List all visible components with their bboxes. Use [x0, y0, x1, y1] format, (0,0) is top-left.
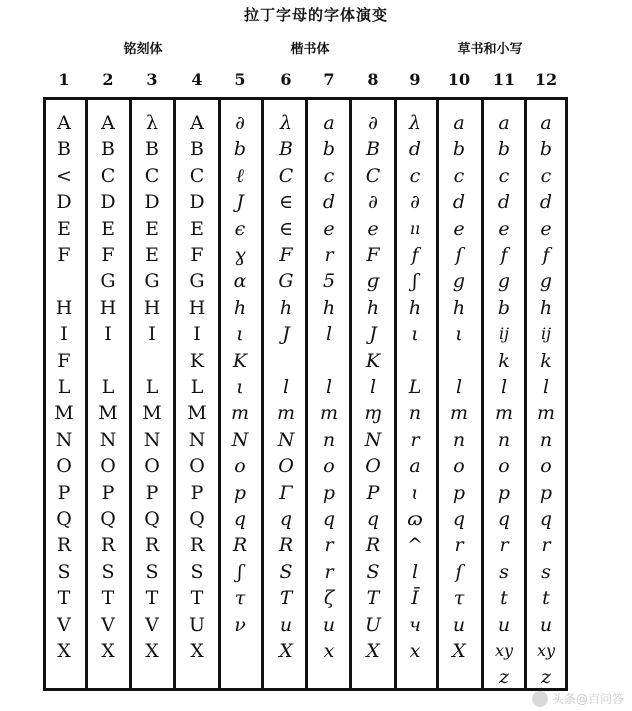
letter-cell: S: [366, 560, 380, 583]
letter-cell: l: [542, 376, 550, 398]
column-divider: [349, 97, 352, 691]
letter-cell: T: [366, 587, 380, 610]
letter-cell: C: [100, 164, 116, 187]
letter-cell: O: [189, 455, 205, 478]
column-number: 6: [280, 70, 292, 89]
letter-cell: K: [365, 349, 381, 372]
letter-cell: b: [452, 138, 466, 161]
letter-cell: r: [324, 560, 334, 583]
letter-cell: c: [453, 164, 465, 187]
letter-cell: u: [322, 613, 336, 636]
letter-cell: X: [452, 640, 466, 662]
letter-cell: N: [277, 428, 295, 451]
letter-cell: ι: [236, 323, 244, 346]
letter-cell: n: [497, 428, 511, 451]
letter-cell: S: [190, 560, 204, 583]
letter-cell: c: [409, 164, 421, 187]
letter-cell: o: [540, 455, 552, 478]
letter-cell: N: [55, 428, 73, 451]
letter-cell: H: [143, 296, 161, 319]
letter-cell: h: [322, 296, 336, 319]
letter-cell: p: [233, 481, 247, 504]
letter-cell: q: [539, 508, 553, 530]
letter-cell: ч: [409, 613, 421, 636]
letter-cell: ij: [498, 324, 510, 344]
letter-cell: r: [324, 534, 334, 557]
letter-cell: ſ: [455, 560, 463, 583]
letter-cell: P: [366, 481, 380, 504]
letter-cell: E: [145, 217, 159, 240]
letter-cell: q: [233, 508, 247, 530]
letter-cell: o: [234, 455, 246, 478]
letter-cell: s: [541, 560, 551, 583]
letter-cell: k: [540, 349, 552, 372]
letter-cell: I: [104, 323, 112, 346]
letter-cell: C: [189, 164, 205, 187]
letter-cell: u: [279, 613, 293, 636]
watermark: [532, 690, 624, 707]
letter-cell: O: [100, 455, 116, 478]
letter-cell: L: [190, 376, 204, 398]
letter-cell: e: [453, 217, 465, 240]
letter-cell: 5: [322, 270, 336, 293]
letter-cell: H: [99, 296, 117, 319]
letter-cell: Ƭ: [279, 587, 293, 610]
letter-cell: Q: [144, 508, 160, 530]
letter-cell: ∂: [368, 112, 378, 134]
column-divider: [173, 97, 176, 691]
letter-cell: O: [56, 455, 72, 478]
letter-cell: o: [453, 455, 465, 478]
letter-cell: r: [541, 534, 551, 557]
letter-cell: A: [101, 112, 115, 134]
letter-cell: O: [278, 455, 294, 478]
letter-cell: l: [411, 560, 419, 583]
letter-cell: B: [57, 138, 71, 161]
letter-cell: l: [455, 376, 463, 398]
letter-cell: X: [101, 640, 115, 662]
letter-cell: V: [145, 613, 159, 636]
letter-cell: K: [189, 349, 205, 372]
letter-cell: J: [369, 323, 377, 346]
letter-cell: M: [142, 402, 162, 425]
letter-cell: D: [144, 191, 160, 214]
letter-cell: m: [276, 402, 296, 425]
letter-cell: <: [56, 164, 72, 187]
letter-cell: ∂: [410, 191, 420, 214]
letter-cell: n: [539, 428, 553, 451]
letter-cell: M: [98, 402, 118, 425]
letter-cell: T: [57, 587, 71, 610]
letter-cell: ι: [236, 376, 244, 398]
letter-cell: c: [540, 164, 552, 187]
letter-cell: m: [536, 402, 556, 425]
letter-cell: N: [188, 428, 206, 451]
letter-cell: s: [499, 560, 509, 583]
letter-cell: f: [411, 244, 419, 266]
letter-cell: τ: [453, 587, 465, 610]
column-divider: [261, 97, 264, 691]
letter-cell: U: [188, 613, 205, 636]
letter-cell: r: [454, 534, 464, 557]
letter-cell: q: [279, 508, 293, 530]
letter-cell: D: [100, 191, 116, 214]
letter-cell: k: [498, 349, 510, 372]
letter-cell: x: [323, 640, 335, 662]
letter-cell: xy: [536, 641, 556, 660]
letter-cell: Q: [56, 508, 72, 530]
letter-cell: G: [144, 270, 160, 293]
letter-cell: d: [408, 138, 422, 161]
letter-cell: b: [322, 138, 336, 161]
column-number: 5: [234, 70, 246, 89]
letter-cell: b: [497, 138, 511, 161]
letter-cell: g: [539, 270, 553, 293]
letter-cell: h: [539, 296, 553, 319]
letter-cell: R: [232, 534, 248, 557]
letter-cell: l: [325, 376, 333, 398]
letter-cell: ∂: [368, 191, 378, 214]
letter-cell: ζ: [323, 587, 335, 610]
letter-cell: P: [145, 481, 159, 504]
letter-cell: S: [57, 560, 71, 583]
letter-cell: A: [57, 112, 71, 134]
letter-cell: I: [60, 323, 68, 346]
letter-cell: R: [365, 534, 381, 557]
letter-cell: D: [56, 191, 72, 214]
letter-cell: f: [542, 244, 550, 266]
letter-cell: I: [193, 323, 201, 346]
letter-cell: a: [453, 112, 465, 134]
letter-cell: Γ: [279, 481, 293, 504]
letter-cell: M: [187, 402, 207, 425]
letter-cell: p: [497, 481, 511, 504]
letter-cell: q: [366, 508, 380, 530]
letter-cell: P: [101, 481, 115, 504]
column-number: 10: [447, 70, 471, 89]
letter-cell: xy: [494, 641, 514, 660]
letter-cell: G: [100, 270, 116, 293]
letter-cell: B: [190, 138, 204, 161]
letter-cell: e: [540, 217, 552, 240]
letter-cell: D: [189, 191, 205, 214]
letter-cell: ∈: [278, 217, 294, 240]
letter-cell: h: [233, 296, 247, 319]
letter-cell: S: [279, 560, 293, 583]
letter-cell: R: [144, 534, 160, 557]
letter-cell: t: [542, 587, 550, 610]
letter-cell: ɣ: [234, 244, 246, 266]
letter-cell: O: [144, 455, 160, 478]
letter-cell: f: [500, 244, 508, 266]
letter-cell: T: [190, 587, 204, 610]
column-number: 12: [534, 70, 558, 89]
letter-cell: d: [539, 191, 553, 214]
letter-cell: Q: [189, 508, 205, 530]
letter-cell: F: [57, 244, 71, 266]
letter-cell: X: [366, 640, 380, 662]
letter-cell: m: [230, 402, 250, 425]
letter-cell: ij: [540, 324, 552, 344]
page-title: 拉丁字母的字体演变: [243, 6, 388, 24]
letter-cell: t: [500, 587, 508, 610]
letter-cell: r: [324, 244, 334, 266]
letter-cell: n: [408, 402, 422, 425]
letter-cell: c: [323, 164, 335, 187]
letter-cell: N: [364, 428, 382, 451]
letter-cell: X: [190, 640, 204, 662]
letter-cell: G: [278, 270, 294, 293]
group-label-regular: 楷书体: [290, 42, 330, 57]
letter-cell: B: [101, 138, 115, 161]
letter-cell: E: [101, 217, 115, 240]
letter-cell: N: [143, 428, 161, 451]
watermark-logo-icon: [532, 691, 548, 707]
letter-cell: J: [236, 191, 244, 214]
letter-cell: ν: [234, 613, 246, 636]
letter-cell: L: [101, 376, 115, 398]
letter-cell: F: [101, 244, 115, 266]
letter-cell: m: [449, 402, 469, 425]
watermark-text: 头条@百问答: [551, 692, 624, 706]
letter-cell: E: [145, 244, 159, 266]
letter-cell: l: [325, 323, 333, 346]
letter-cell: J: [282, 323, 290, 346]
letter-cell: ɡ: [366, 270, 380, 293]
column-number: 4: [191, 70, 203, 89]
letter-cell: R: [56, 534, 72, 557]
letter-cell: N: [231, 428, 249, 451]
letter-cell: h: [452, 296, 466, 319]
letter-cell: z: [540, 666, 551, 689]
letter-cell: a: [540, 112, 552, 134]
letter-cell: ∂: [235, 112, 245, 134]
letter-cell: C: [278, 164, 294, 187]
column-number: 2: [102, 70, 114, 89]
letter-cell: a: [323, 112, 335, 134]
letter-cell: I: [148, 323, 156, 346]
letter-cell: R: [189, 534, 205, 557]
letter-cell: X: [145, 640, 159, 662]
letter-cell: P: [57, 481, 71, 504]
column-number: 3: [146, 70, 158, 89]
letter-cell: ℓ: [236, 164, 244, 187]
letter-cell: F: [190, 244, 204, 266]
letter-cell: g: [452, 270, 466, 293]
letter-cell: g: [497, 270, 511, 293]
letter-cell: d: [322, 191, 336, 214]
letter-cell: p: [452, 481, 466, 504]
letter-cell: S: [145, 560, 159, 583]
letter-cell: L: [57, 376, 71, 398]
letter-cell: o: [323, 455, 335, 478]
group-label-cursive: 草书和小写: [457, 42, 523, 57]
column-number: 1: [58, 70, 70, 89]
letter-cell: b: [233, 138, 247, 161]
column-number: 8: [367, 70, 379, 89]
letter-cell: e: [367, 217, 379, 240]
letter-cell: e: [323, 217, 335, 240]
letter-cell: C: [365, 164, 381, 187]
letter-cell: ɷ: [407, 508, 423, 530]
letter-cell: ʃ: [412, 270, 418, 293]
letter-cell: R: [278, 534, 294, 557]
letter-cell: u: [539, 613, 553, 636]
letter-cell: Ī: [411, 587, 419, 610]
letter-cell: d: [497, 191, 511, 214]
letter-cell: d: [452, 191, 466, 214]
letter-cell: C: [144, 164, 160, 187]
letter-cell: q: [452, 508, 466, 530]
letter-cell: b: [539, 138, 553, 161]
letter-cell: F: [366, 244, 380, 266]
letter-cell: U: [364, 613, 381, 636]
letter-cell: p: [322, 481, 336, 504]
letter-cell: o: [498, 455, 510, 478]
letter-cell: F: [279, 244, 293, 266]
letter-cell: V: [101, 613, 115, 636]
letter-cell: l: [369, 376, 377, 398]
letter-cell: ϵ: [234, 217, 246, 240]
letter-cell: S: [101, 560, 115, 583]
letter-cell: m: [319, 402, 339, 425]
letter-cell: c: [498, 164, 510, 187]
letter-cell: L: [145, 376, 159, 398]
letter-cell: l: [282, 376, 290, 398]
letter-cell: u: [497, 613, 511, 636]
letter-cell: q: [497, 508, 511, 530]
letter-cell: r: [410, 428, 420, 451]
letter-cell: B: [279, 138, 293, 161]
letter-cell: ʃ: [237, 560, 243, 583]
letter-cell: q: [322, 508, 336, 530]
letter-cell: n: [452, 428, 466, 451]
letter-cell: B: [366, 138, 380, 161]
letter-cell: P: [190, 481, 204, 504]
letter-cell: p: [539, 481, 553, 504]
letter-cell: a: [498, 112, 510, 134]
letter-cell: K: [232, 349, 248, 372]
group-label-inscription: 铭刻体: [123, 42, 163, 57]
letter-cell: V: [57, 613, 71, 636]
letter-cell: H: [55, 296, 73, 319]
letter-cell: ι: [411, 323, 419, 346]
letter-cell: ∈: [278, 191, 294, 214]
letter-cell: T: [101, 587, 115, 610]
letter-cell: X: [279, 640, 293, 662]
letter-cell: F: [57, 349, 71, 372]
letter-cell: λ: [408, 112, 422, 134]
letter-cell: X: [57, 640, 71, 662]
letter-cell: h: [366, 296, 380, 319]
column-number: 11: [492, 70, 516, 89]
letter-cell: x: [409, 640, 421, 662]
letter-cell: τ: [234, 587, 246, 610]
letter-cell: n: [322, 428, 336, 451]
letter-cell: λ: [279, 112, 293, 134]
column-number: 9: [409, 70, 421, 89]
letter-cell: ɩ: [411, 481, 419, 504]
letter-cell: u: [452, 613, 466, 636]
letter-cell: a: [409, 455, 421, 478]
letter-cell: R: [100, 534, 116, 557]
letter-cell: ıı: [409, 218, 421, 238]
letter-cell: ι: [455, 323, 463, 346]
letter-cell: ɑ: [233, 270, 247, 293]
letter-cell: E: [57, 217, 71, 240]
letter-cell: Q: [100, 508, 116, 530]
letter-cell: A: [190, 112, 204, 134]
letter-cell: λ: [145, 112, 159, 134]
letter-cell: h: [279, 296, 293, 319]
letter-cell: l: [500, 376, 508, 398]
letter-cell: E: [190, 217, 204, 240]
letter-cell: H: [188, 296, 206, 319]
letter-cell: ^: [407, 534, 423, 557]
column-number: 7: [323, 70, 335, 89]
letter-cell: z: [498, 666, 509, 689]
letter-cell: B: [145, 138, 159, 161]
letter-cell: N: [99, 428, 117, 451]
letter-cell: e: [498, 217, 510, 240]
letter-cell: M: [54, 402, 74, 425]
letter-cell: b: [497, 296, 511, 319]
letter-cell: O: [365, 455, 381, 478]
letter-cell: G: [189, 270, 205, 293]
letter-cell: r: [499, 534, 509, 557]
letter-cell: ſ: [455, 244, 463, 266]
letter-cell: ɱ: [363, 402, 383, 425]
letter-cell: h: [408, 296, 422, 319]
letter-cell: L: [408, 376, 422, 398]
letter-cell: T: [145, 587, 159, 610]
letter-cell: m: [494, 402, 514, 425]
